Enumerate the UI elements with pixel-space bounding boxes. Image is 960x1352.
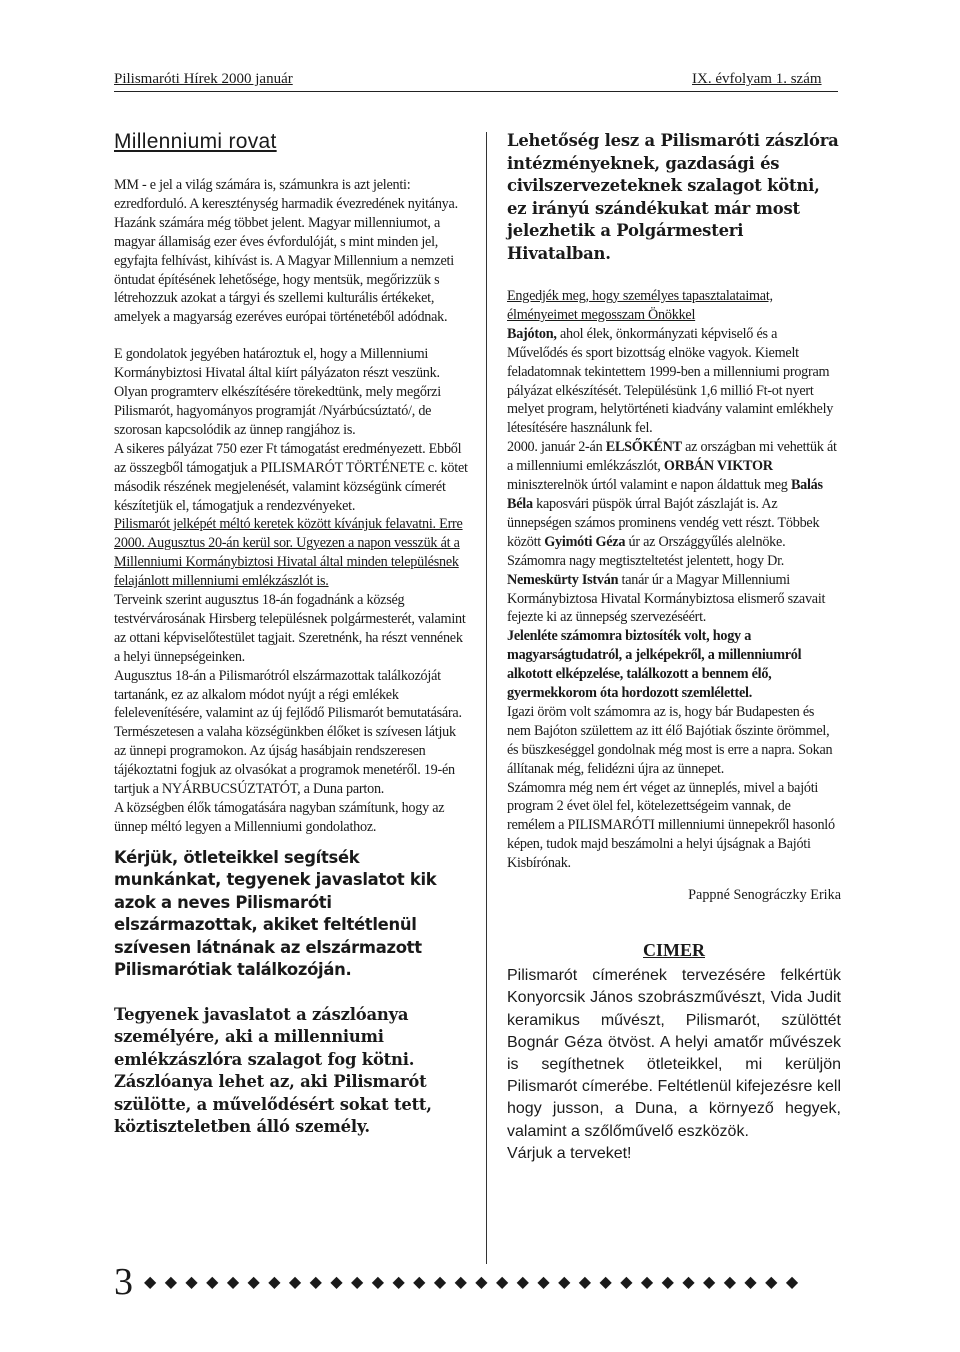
flag-ribbon-notice: Lehetőség lesz a Pilismaróti zászlóra intézményeknek, gazdasági és civilszervezeteknek szalagot kötni, ez irányú szándékukat már most jelezhetik a Polgármesteri Hivatalban.	[507, 131, 839, 263]
paragraph-reunion: Augusztus 18-án a Pilismarótról elszármazottak találkozóját tartanánk, ez az alkalom módot nyújt a régi emlékek felelevenítésére, valamint az új fejlődő Pilismarót bemutatására. Természetesen a valaha községünkben élőket is szívesen látjuk az ünnepi programokon. Az újság hasábjain rendszeresen tájékoztatni fogjuk az olvasókat a programok menetéről. 19-én tartjuk a NYÁRBUCSÚZTATÓT, a Duna parton.	[114, 667, 462, 798]
ceremony-text-6: tanár úr a Magyar Millenniumi Kormánybiztosa Hivatal Kormánybiztosa elismerő szavait fejezte ki az ünnepség szervezéséért.	[507, 571, 826, 626]
paragraph-support: A községben élők támogatására nagyban számítunk, hogy az ünnep méltó legyen a Millenniumi gondolathoz.	[114, 800, 445, 835]
paragraph-inauguration: Pilismarót jelképét méltó keretek között kívánjuk felavatni. Erre 2000. Augusztus 20-án kerül sor. Ugyezen a napon vesszük át a Millenniumi Kormánybiztosi Hivatal által minden településnek felajánlott millenniumi emlékzászlót is.	[114, 516, 463, 590]
author-signature: Pappné Senográczky Erika	[688, 887, 841, 904]
appeal-flag-mother: Tegyenek javaslatot a zászlóanya személyére, aki a millenniumi emlékzászlóra szalagot fog kötni. Zászlóanya lehet az, aki Pilismarót szülötte, a művelődésért sokat tett, köztiszteletben álló személy.	[114, 1004, 432, 1137]
right-column	[507, 130, 841, 1165]
ceremony-text-5: úr az Országgyűlés alelnöke. Számomra nagy megtiszteltetést jelentett, hogy Dr.	[507, 533, 786, 569]
ceremony-bold-3: Balás Béla	[507, 477, 823, 512]
bajot-bold: Bajóton,	[507, 325, 557, 342]
intro-part-2: ség harmadik évezredének nyitánya. Hazánk számára még többet jelent. Magyar millenniumot, a magyar államiság ezer éves évfordulóját, s mint minden jel, egyfajta felhívást, kihívást is. A Magyar Millennium a nemzeti öntudat építésének lehetősége, hogy mentsük, megőrizzük s létrehozzuk azokat a tárgyi és szellemi kulturális értékeket, amelyek a magyarság ezeréves európai történetéből adódnak.	[114, 195, 458, 326]
bajot-text: ahol élek, önkormányzati képviselő és a Művelődés és sport bizottság elnöke vagyok. Kiemelt feladatomnak tekintettem 1999-ben a millenniumi program pályázat elkészítését. Településünk 1,6 millió Ft-ot nyert melyet program, helytörténeti kiadvány valamint emlékhely létesítésére használunk fel.	[507, 325, 834, 437]
diamond-ornament-row: ◆ ◆ ◆ ◆ ◆ ◆ ◆ ◆ ◆ ◆ ◆ ◆ ◆ ◆ ◆ ◆ ◆ ◆ ◆ ◆ ◆ ◆ ◆ ◆ ◆ ◆ ◆ ◆ ◆ ◆ ◆ ◆	[144, 1274, 801, 1291]
page-footer	[114, 1262, 844, 1302]
page-number: 3	[114, 1261, 133, 1303]
cimer-paragraph: Pilismarót címerének tervezésére felkértük Konyorcsik János szobrászművészt, Vida Judit keramikus művészt, Pilismarót, szülöttét Bognár Géza ötvöst. A helyi amatőr művészek is segíthetnek ötleteikkel, mi kerüljön Pilismarót címerébe. Feltétlenül kifejezésre kell hogy jusson, a Duna, a környező hegyek, valamint a szőlőművelő eszközök.	[507, 967, 841, 1140]
section-title: Millenniumi rovat	[114, 130, 277, 153]
ceremony-text-1: 2000. január 2-án	[507, 439, 606, 456]
running-header-title: Pilismaróti Hírek 2000 január	[114, 71, 293, 87]
header-divider	[114, 91, 838, 92]
paragraph-decision: E gondolatok jegyében határoztuk el, hogy a Millenniumi Kormánybiztosi Hivatal által kiírt pályázaton részt veszünk. Olyan programterv elkészítésére törekedtünk, mely megőrzi Pilismarót, hagyományos programját /Nyárbúcsúztató/, de szorosan kapcsolódik az ünnep rangjához is.	[114, 346, 441, 438]
paragraph-presence: Jelenléte számomra biztosíték volt, hogy a magyarságtudatról, a jelképekről, a millenniumról alkotott elképzelése, találkozott a bennem élő, gyermekkorom óta hordozott szemlélettel.	[507, 628, 802, 702]
paragraph-bajot-intro	[507, 287, 841, 438]
ceremony-bold-5: Nemeskürty István	[507, 571, 619, 588]
running-header-issue: IX. évfolyam 1. szám	[692, 71, 822, 87]
intro-underlined: Engedjék meg, hogy személyes tapasztalataimat, élményeimet megosszam Önökkel	[507, 288, 773, 323]
ceremony-text-3: miniszterelnök úrtól valamint e napon áldattuk meg	[507, 477, 791, 494]
paragraph-grant: A sikeres pályázat 750 ezer Ft támogatást eredményezett. Ebből az összegből támogatjuk a PILISMARÓT TÖRTÉNETE c. kötet második részének megjelenését, valamint községünk címerét készítetjük el, támogatjuk a rendezvényeket.	[114, 440, 468, 514]
ceremony-bold-4: Gyimóti Géza	[544, 533, 626, 550]
paragraph-intro	[114, 176, 468, 327]
paragraph-hirsberg: Terveink szerint augusztus 18-án fogadnánk a község testvérvárosának Hirsberg településnek polgármesterét, valamint az ottani képviselőtestület tagjait. Szeretnénk, ha részt vennének a helyi ünnepségeinken.	[114, 592, 466, 665]
cimer-heading: CIMER	[643, 940, 705, 961]
paragraph-continuation: Számomra még nem ért véget az ünneplés, mivel a bajóti program 2 évet ölel fel, kötelezettségeim vannak, de remélem a PILISMARÓTI millenniumi ünnepekről hasonló képen, tudok majd beszámolni a helyi újságnak a Bajóti Kisbírónak.	[507, 779, 835, 872]
ceremony-text-4: kaposvári püspök úrral Bajót zászlaját is. Az ünnepségen számos prominens vendég vett részt. Többek között	[507, 495, 820, 550]
left-column	[114, 130, 468, 1139]
spacer	[114, 327, 468, 345]
appeal-suggestions: Kérjük, ötleteikkel segítsék munkánkat, tegyenek javaslatot kik azok a neves Pilismaróti elszármazottak, akiket feltétlenül szívesen látnának az elszármazott Pilismarótiak találkozóján.	[114, 847, 437, 980]
ceremony-bold-2: ORBÁN VIKTOR	[663, 458, 773, 475]
ceremony-text-2: az országban mi vehettük át a millenniumi emlékzászlót,	[507, 439, 837, 475]
column-divider	[486, 132, 487, 1264]
paragraph-flag-ceremony	[507, 438, 841, 627]
intro-part-1: MM - e jel a világ számára is, számunkra is azt jelenti: ezredforduló. A keresztény	[114, 177, 411, 212]
ceremony-bold-1: ELSŐKÉNT	[605, 439, 682, 456]
paragraph-joy: Igazi öröm volt számomra az is, hogy bár Budapesten és nem Bajóton születtem az itt élő Bajótiak őszinte örömmel, és büszkeséggel gondolnak még most is erre a napra. Sokan állítanak még, felidézni újra az ünnepet.	[507, 703, 833, 777]
cimer-closing: Várjuk a terveket!	[507, 1144, 632, 1162]
